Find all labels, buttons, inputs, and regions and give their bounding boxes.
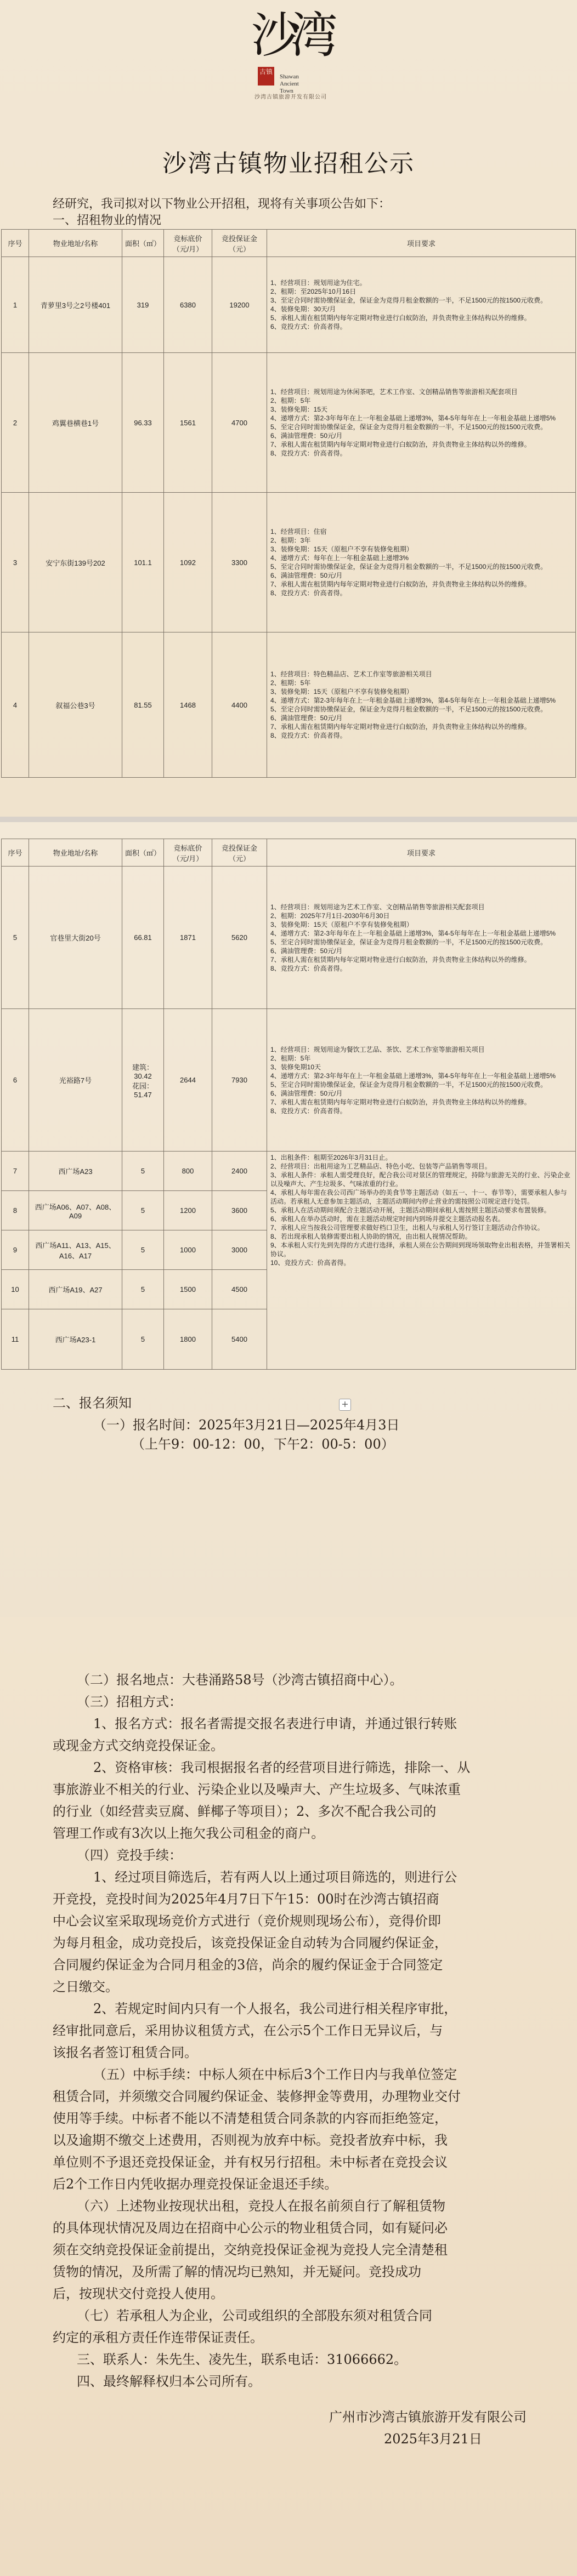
col-header: 竞标底价（元/月） [164,230,212,257]
notice-line: 或现金方式交纳竞投保证金。 [53,1738,224,1753]
page-1 [0,0,577,817]
notice-line: 单位则不予退还竞投保证金，并有权另行招租。未中标者在竞投会议 [53,2155,448,2170]
notice-line: 三、联系人：朱先生、凌先生，联系电话：31066662。 [77,2352,408,2367]
notice-line: 该报名者签订租赁合同。 [53,2045,197,2060]
notice-line: 为每月租金，成功竞投后，该竞投保证金自动转为合同履约保证金， [53,1935,448,1951]
notice-line: （七）若承租人为企业，公司或组织的全部股东须对租赁合同 [77,2308,432,2323]
logo-seal: 古镇 [258,67,274,86]
notice-line: 管理工作或有3次以上拖欠我公司租金的商户。 [53,1826,325,1841]
notice-line: （二）报名地点：大巷涌路58号（沙湾古镇招商中心）。 [77,1672,403,1688]
requirements-cell: 1、经营项目：规划用途为餐饮工艺品、茶饮、艺术工作室等旅游相关项目 2、租期：5年 3、装修免期10天 4、递增方式：第2-3年每年在上一年租金基础上递增3%，第4-5年每年在上一年租金基础上递增5% 5、至定合同时需协缴保证金，保证金为竞得月租金数额的一半，不足1500元的按1500元收费。 6、满油管理费：50元/月 7、承租人需在租赁期内每年定期对物业进行白蚁防治，并负责物业主体结构以外的维修。 8、竞投方式：价高者得。 [267,1009,576,1152]
shawan-logo [241,5,336,110]
notice-line: 后，按现状交付竞投人使用。 [53,2286,224,2301]
table-header-row: 序号 物业地址/名称 面积（㎡） 竞标底价（元/月） 竞投保证金（元） 项目要求 [2,839,576,867]
requirements-cell: 1、经营项目：住宿 2、租期：3年 3、装修免期：15天（原租户不享有装修免租期） 4、递增方式：每年在上一年租金基础上递增3% 5、至定合同时需协缴保证金，保证金为竞得月租金数额的一半，不足1500元的按1500元收费。 6、满油管理费：50元/月 7、承租人需在租赁期内每年定期对物业进行白蚁防治，并负责物业主体结构以外的维修。 8、竞投方式：价高者得。 [267,493,576,632]
notice-line: （五）中标手续：中标人须在中标后3个工作日内与我单位签定 [93,2067,457,2082]
notice-line: 的行业（如经营卖豆腐、鲜椰子等项目）；2、多次不配合我公司的 [53,1804,437,1819]
notice-line: 2、资格审核：我司根据报名者的经营项目进行筛选，排除一、从 [93,1760,471,1775]
table-row: 6 光裕路7号 建筑：30.42 花园：51.47 2644 7930 1、经营项目：规划用途为餐饮工艺品、茶饮、艺术工作室等旅游相关项目 2、租期：5年 3、装修免期10天 4、递增方式：第2-3年每年在上一年租金基础上递增3%，第4-5年每年在上一年租金基础上递增5% 5、至定合同时需协缴保证金，保证金为竞得月租金数额的一半，不足1500元的按1500元收费。 6、满油管理费：50元/月 7、承租人需在租赁期内每年定期对物业进行白蚁防治，并负责物业主体结构以外的维修。 8、竞投方式：价高者得。 [2,1009,576,1152]
logo-english: Shawan Ancient Town [280,73,299,94]
notice-line: 须在交纳竞投保证金前提出，交纳竞投保证金视为竞投人完全清楚租 [53,2242,448,2258]
page-3 [0,1617,577,2576]
notice-line: 四、最终解释权归本公司所有。 [77,2374,261,2389]
col-header: 项目要求 [267,230,576,257]
section-heading-property: 一、招租物业的情况 [53,214,162,227]
notice-line: 赁物的情况，及所需了解的情况均已熟知，并无疑问。竞投成功 [53,2264,421,2279]
col-header: 物业地址/名称 [29,230,122,257]
notice-line: 租赁合同，并须缴交合同履约保证金、装修押金等费用，办理物业交付 [53,2089,461,2104]
page-title: 沙湾古镇物业招租公示 [162,150,415,178]
notice-line: 经审批同意后，采用协议租赁方式，在公示5个工作日无异议后，与 [53,2023,443,2038]
requirements-cell: 1、经营项目：规划用途为住宅。 2、租期：至2025年10月16日 3、至定合同时需协缴保证金，保证金为竞得月租金数额的一半，不足1500元的按1500元收费。 4、装修免期：30天/月 5、承租人需在租赁期内每年定期对物业进行白蚁防治，并负责物业主体结构以外的维修。 6、竞投方式：价高者得。 [267,257,576,353]
col-header: 面积（㎡） [122,230,164,257]
requirements-cell-shared: 1、出租条件：租期至2026年3月31日止。 2、经营项目：出租用途为工艺精品店、特色小吃、包装等产品销售等项目。 3、承租人条件：承租人需受理良好，配合我公司对景区的管理规定，持除与旅游无关的行业、污染企业以及噪声大、产生垃圾多、气味浓重的行业。 4、承租人每年需在我公司西广场举办的美食节等主题活动（如五一、十一、春节等），需要承租人参与活动。若承租人无意参加主题活动，主题活动期间内停止营业的需按照公司规定进行处罚。 5、承租人在活动期间须配合主题活动开展，主题活动期间承租人需按照主题活动要求布置装修。 6、承租人在举办活动时，需在主题活动规定时间内到场并提交主题活动报名表。 7、承租人应当按我公司管理要求做好档口卫生，出租人与承租人另行签订主题活动合作协议。 8、若出现承租人装修需要出租人协助的情况，由出租人视情况帮助。 9、本承租人实行先到先得的方式进行选择，承租人须在公告期间到现场领取物业出租表格，并签署相关协议。 10、竞投方式：价高者得。 [267,1152,576,1370]
table-row: 9 西广场A11、A13、A15、A16、A17 5 1000 3000 [2,1230,576,1270]
requirements-cell: 1、经营项目：规划用途为艺术工作室、文创精品销售等旅游相关配套项目 2、租期：2025年7月1日-2030年6月30日 3、装修免期：15天（原租户不享有装修免租期） 4、递增方式：第2-3年每年在上一年租金基础上递增3%，第4-5年每年在上一年租金基础上递增5% 5、至定合同时需协缴保证金，保证金为竞得月租金数额的一半，不足1500元的按1500元收费。 6、满油管理费：50元/月 7、承租人需在租赁期内每年定期对物业进行白蚁防治，并负责物业主体结构以外的维修。 8、竞投方式：价高者得。 [267,867,576,1009]
notice-line: （三）招租方式： [77,1694,182,1709]
notice-line: 之日缴交。 [53,1979,118,1994]
notice-line: 事旅游业不相关的行业、污染企业以及噪声大、产生垃圾多、气味浓重 [53,1782,461,1797]
notice-line: （四）竞投手续： [77,1848,182,1863]
notice-line: 的具体现状情况及周边在招商中心公示的物业租赁合同，如有疑问必 [53,2220,448,2236]
table-row: 10 西广场A19、A27 5 1500 4500 [2,1270,576,1309]
table-row: 3 安宁东街139号202 101.1 1092 3300 1、经营项目：住宿 2、租期：3年 3、装修免期：15天（原租户不享有装修免租期） 4、递增方式：每年在上一年租金基础上递增3% 5、至定合同时需协缴保证金，保证金为竞得月租金数额的一半，不足1500元的按1500元收费。 6、满油管理费：50元/月 7、承租人需在租赁期内每年定期对物业进行白蚁防治，并负责物业主体结构以外的维修。 8、竞投方式：价高者得。 [2,493,576,632]
col-header: 序号 [2,230,29,257]
table-row: 5 官巷里大街20号 66.81 1871 5620 1、经营项目：规划用途为艺术工作室、文创精品销售等旅游相关配套项目 2、租期：2025年7月1日-2030年6月30日 3、装修免期：15天（原租户不享有装修免租期） 4、递增方式：第2-3年每年在上一年租金基础上递增3%，第4-5年每年在上一年租金基础上递增5% 5、至定合同时需协缴保证金，保证金为竞得月租金数额的一半，不足1500元的按1500元收费。 6、满油管理费：50元/月 7、承租人需在租赁期内每年定期对物业进行白蚁防治，并负责物业主体结构以外的维修。 8、竞投方式：价高者得。 [2,867,576,1009]
property-table-part2 [1,839,576,1370]
notice-line: 1、报名方式：报名者需提交报名表进行申请，并通过银行转账 [93,1716,457,1731]
intro-text: 经研究，我司拟对以下物业公开招租，现将有关事项公告如下： [53,197,391,211]
requirements-cell: 1、经营项目：特色精品店、艺术工作室等旅游相关项目 2、租期：5年 3、装修免期：15天（原租户不享有装修免租期） 4、递增方式：第2-3年每年在上一年租金基础上递增3%，第4-5年每年在上一年租金基础上递增5% 5、至定合同时需协缴保证金，保证金为竞得月租金数额的一半，不足1500元的按1500元收费。 6、满油管理费：50元/月 7、承租人需在租赁期内每年定期对物业进行白蚁防治，并负责物业主体结构以外的维修。 8、竞投方式：价高者得。 [267,632,576,778]
registration-hours: （上午9：00-12：00，下午2：00-5：00） [132,1437,394,1452]
col-header: 竞投保证金（元） [212,230,267,257]
page-2 [0,822,577,1617]
notice-line: （六）上述物业按现状出租，竞投人在报名前须自行了解租赁物 [77,2198,445,2214]
registration-time: （一）报名时间：2025年3月21日—2025年4月3日 [93,1417,400,1433]
logo-calligraphy: 沙湾 [251,7,329,64]
notice-line: 约定的承租方责任作连带保证责任。 [53,2330,263,2345]
signature-company: 广州市沙湾古镇旅游开发有限公司 [329,2409,527,2425]
notice-line: 2、若规定时间内只有一个人报名，我公司进行相关程序审批， [93,2001,457,2016]
section-heading-registration: 二、报名须知 [53,1395,132,1411]
table-row: 7 西广场A23 5 800 2400 1、出租条件：租期至2026年3月31日止。 2、经营项目：出租用途为工艺精品店、特色小吃、包装等产品销售等项目。 3、承租人条件：承租人需受理良好，配合我公司对景区的管理规定，持除与旅游无关的行业、污染企业以及噪声大、产生垃圾多、气味浓重的行业。 4、承租人每年需在我公司西广场举办的美食节等主题活动（如五一、十一、春节等），需要承租人参与活动。若承租人无意参加主题活动，主题活动期间内停止营业的需按照公司规定进行处罚。 5、承租人在活动期间须配合主题活动开展，主题活动期间承租人需按照主题活动要求布置装修。 6、承租人在举办活动时，需在主题活动规定时间内到场并提交主题活动报名表。 7、承租人应当按我公司管理要求做好档口卫生，出租人与承租人另行签订主题活动合作协议。 8、若出现承租人装修需要出租人协助的情况，由出租人视情况帮助。 9、本承租人实行先到先得的方式进行选择，承租人须在公告期间到现场领取物业出租表格，并签署相关协议。 10、竞投方式：价高者得。 [2,1152,576,1191]
table-row: 8 西广场A06、A07、A08、A09 5 1200 3600 [2,1191,576,1230]
table-header-row [2,230,576,257]
notice-line: 使用等手续。中标者不能以不清楚租赁合同条款的内容而拒绝签定， [53,2111,448,2126]
notice-line: 合同履约保证金为合同月租金的3倍，尚余的履约保证金于合同签定 [53,1957,443,1973]
expand-plus-icon[interactable]: + [339,1399,351,1411]
notice-line: 中心会议室采取现场竞价方式进行（竞价规则现场公布），竞得价即 [53,1913,441,1929]
table-row: 4 叙福公巷3号 81.55 1468 4400 1、经营项目：特色精品店、艺术工作室等旅游相关项目 2、租期：5年 3、装修免期：15天（原租户不享有装修免租期） 4、递增方式：第2-3年每年在上一年租金基础上递增3%，第4-5年每年在上一年租金基础上递增5% 5、至定合同时需协缴保证金，保证金为竞得月租金数额的一半，不足1500元的按1500元收费。 6、满油管理费：50元/月 7、承租人需在租赁期内每年定期对物业进行白蚁防治，并负责物业主体结构以外的维修。 8、竞投方式：价高者得。 [2,632,576,778]
notice-line: 后2个工作日内凭收据办理竞投保证金退还手续。 [53,2176,338,2192]
logo-company-name: 沙湾古镇旅游开发有限公司 [254,94,327,100]
signature-date: 2025年3月21日 [384,2431,482,2447]
table-row: 11 西广场A23-1 5 1800 5400 [2,1309,576,1370]
requirements-cell: 1、经营项目：规划用途为休闲茶吧，艺术工作室、文创精品销售等旅游相关配套项目 2、租期：5年 3、装修免期：15天 4、递增方式：第2-3年每年在上一年租金基础上递增3%，第4-5年每年在上一年租金基础上递增5% 5、至定合同时需协缴保证金，保证金为竞得月租金数额的一半，不足1500元的按1500元收费。 6、满油管理费：50元/月 7、承租人需在租赁期内每年定期对物业进行白蚁防治，并负责物业主体结构以外的维修。 8、竞投方式：价高者得。 [267,353,576,493]
table-row: 1 青萝里3号之2号楼401 319 6380 19200 1、经营项目：规划用途为住宅。 2、租期：至2025年10月16日 3、至定合同时需协缴保证金，保证金为竞得月租金数额的一半，不足1500元的按1500元收费。 4、装修免期：30天/月 5、承租人需在租赁期内每年定期对物业进行白蚁防治，并负责物业主体结构以外的维修。 6、竞投方式：价高者得。 [2,257,576,353]
table-row: 2 鸡翼巷横巷1号 96.33 1561 4700 1、经营项目：规划用途为休闲茶吧，艺术工作室、文创精品销售等旅游相关配套项目 2、租期：5年 3、装修免期：15天 4、递增方式：第2-3年每年在上一年租金基础上递增3%，第4-5年每年在上一年租金基础上递增5% 5、至定合同时需协缴保证金，保证金为竞得月租金数额的一半，不足1500元的按1500元收费。 6、满油管理费：50元/月 7、承租人需在租赁期内每年定期对物业进行白蚁防治，并负责物业主体结构以外的维修。 8、竞投方式：价高者得。 [2,353,576,493]
notice-line: 开竞投，竞投时间为2025年4月7日下午15：00时在沙湾古镇招商 [53,1891,439,1907]
notice-line: 以及逾期不缴交上述费用，否则视为放弃中标。竞投者放弃中标，我 [53,2133,448,2148]
notice-line: 1、经过项目筛选后，若有两人以上通过项目筛选的，则进行公 [93,1870,457,1885]
property-table-part1 [1,229,576,778]
